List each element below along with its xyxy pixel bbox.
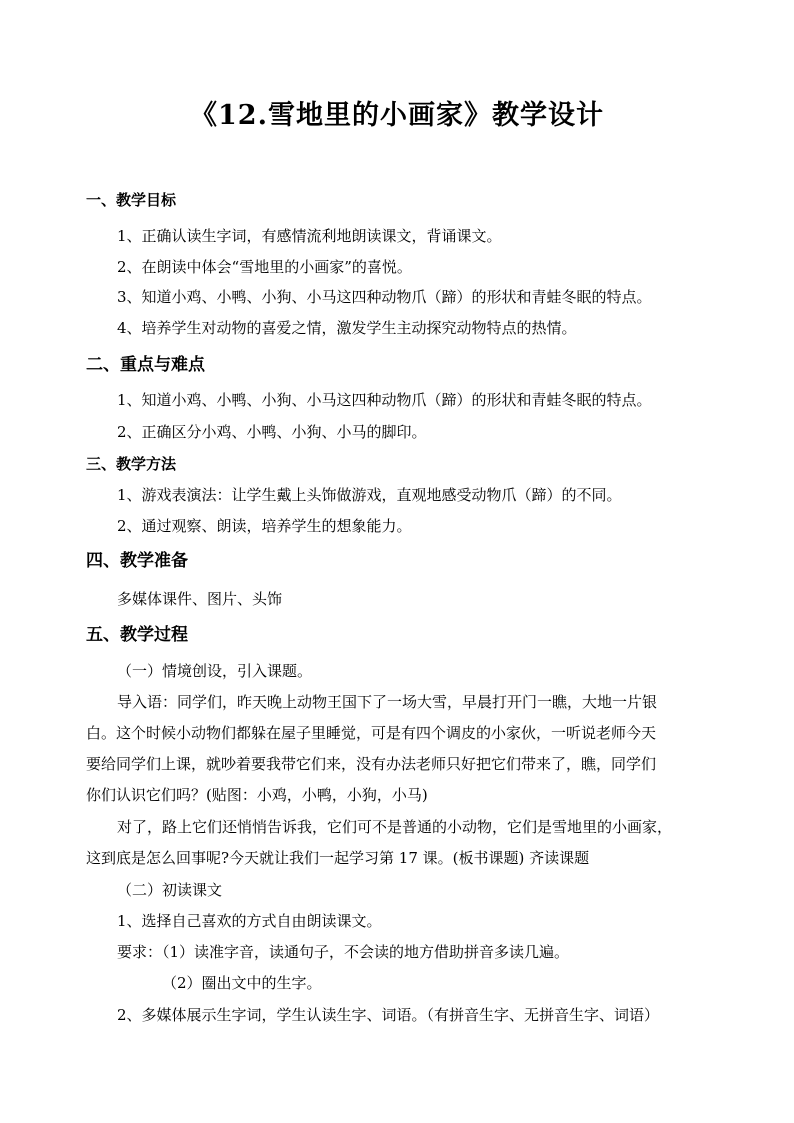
document-title: 《12.雪地里的小画家》教学设计 [190,100,604,131]
intro-line: 你们认识它们吗？(贴图：小鸡，小鸭，小狗，小马) [86,786,428,804]
intro-line: 要给同学们上课，就吵着要我带它们来，没有办法老师只好把它们带来了，瞧，同学们 [86,755,657,773]
goal-item: 2、在朗读中体会“雪地里的小画家”的喜悦。 [117,258,412,276]
follow-line: 这到底是怎么回事呢?今天就让我们一起学习第 17 课。(板书课题) 齐读课题 [86,849,590,867]
section-heading-preparation: 四、教学准备 [86,551,188,571]
section-heading-goals: 一、教学目标 [86,191,177,209]
process-step: 2、多媒体展示生字词，学生认读生字、词语。（有拼音生字、无拼音生字、词语） [117,1006,660,1024]
process-requirement: 要求：（1）读准字音，读通句子，不会读的地方借助拼音多读几遍。 [117,943,570,961]
section-heading-methods: 三、教学方法 [86,455,177,473]
goal-item: 3、知道小鸡、小鸭、小狗、小马这四种动物爪（蹄）的形状和青蛙冬眠的特点。 [117,288,652,306]
goal-item: 1、正确认读生字词，有感情流利地朗读课文，背诵课文。 [117,227,502,245]
process-requirement: （2）圈出文中的生字。 [162,974,322,992]
section-heading-process: 五、教学过程 [86,625,188,645]
key-point-item: 1、知道小鸡、小鸭、小狗、小马这四种动物爪（蹄）的形状和青蛙冬眠的特点。 [117,391,652,409]
goal-item: 4、培养学生对动物的喜爱之情，激发学生主动探究动物特点的热情。 [117,319,577,337]
intro-line: 白。这个时候小动物们都躲在屋子里睡觉，可是有四个调皮的小家伙，一听说老师今天 [86,724,657,742]
preparation-text: 多媒体课件、图片、头饰 [117,590,283,608]
process-step: 1、选择自己喜欢的方式自由朗读课文。 [117,912,382,930]
key-point-item: 2、正确区分小鸡、小鸭、小狗、小马的脚印。 [117,423,427,441]
intro-line: 导入语：同学们，昨天晚上动物王国下了一场大雪，早晨打开门一瞧，大地一片银 [117,693,658,711]
method-item: 2、通过观察、朗读，培养学生的想象能力。 [117,517,412,535]
process-part2-heading: （二）初读课文 [117,881,223,899]
process-part1-heading: （一）情境创设，引入课题。 [117,662,313,680]
method-item: 1、游戏表演法：让学生戴上头饰做游戏，直观地感受动物爪（蹄）的不同。 [117,486,622,504]
follow-line: 对了，路上它们还悄悄告诉我，它们可不是普通的小动物，它们是雪地里的小画家， [117,818,673,836]
section-heading-key-points: 二、重点与难点 [86,355,205,375]
